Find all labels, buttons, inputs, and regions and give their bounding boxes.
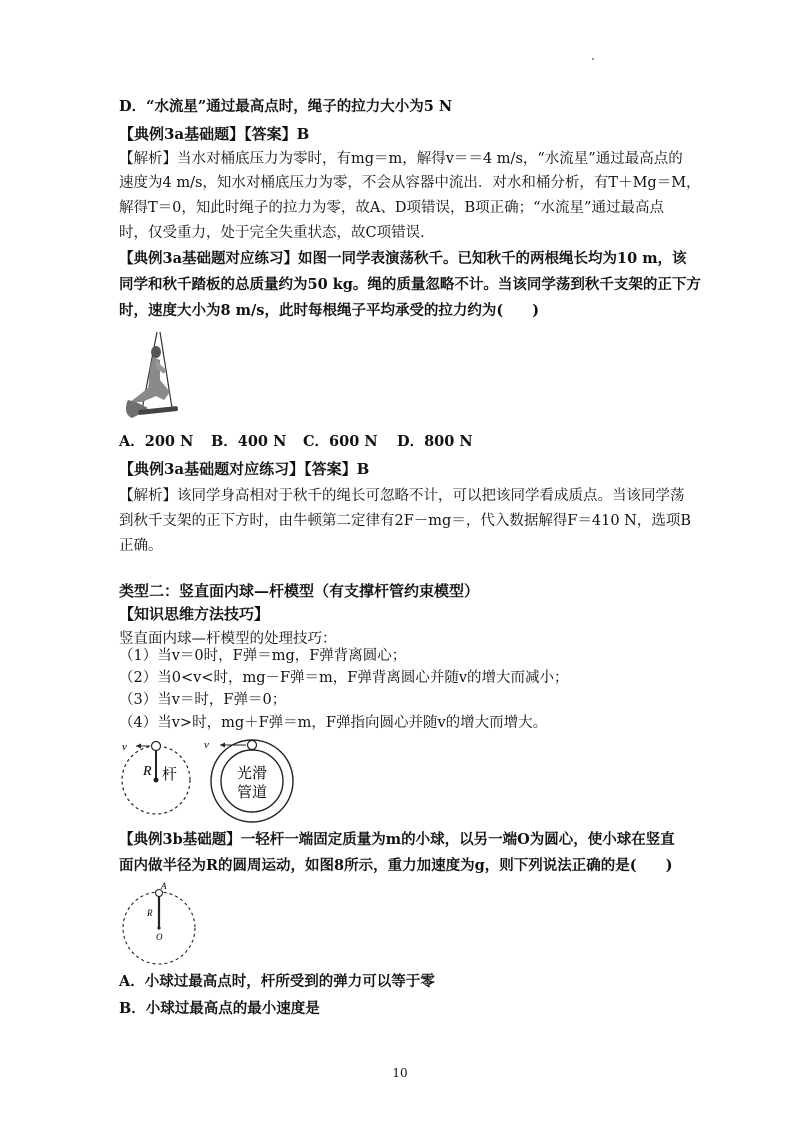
practice-analysis-line-1: 【解析】该同学身高相对于秋千的绳长可忽略不计，可以把该同学看成质点。当该同学荡: [119, 488, 685, 504]
practice-question-line-3: 时，速度大小为8 m/s，此时每根绳子平均承受的拉力约为( ): [119, 302, 540, 319]
analysis-line-4: 时，仅受重力，处于完全失重状态，故C项错误．: [119, 225, 435, 241]
point-o-label: O: [156, 932, 163, 942]
technique-item-4: （4）当v>时，mg＋F弹＝m，F弹指向圆心并随v的增大而增大。: [119, 715, 548, 731]
analysis-line-2: 速度为4 m/s，知水对桶底压力为零，不会从容器中流出．对水和桶分析，有T＋Mg＝M，: [119, 175, 701, 191]
technique-item-2: （2）当0<v<时，mg－F弹＝m，F弹背离圆心并随v的增大而减小；: [119, 670, 569, 686]
practice-question-line-2: 同学和秋千踏板的总质量约为50 kg。绳的质量忽略不计。当该同学荡到秋千支架的正下方: [119, 276, 701, 293]
rod-radius-label: R: [143, 764, 152, 779]
radius-r-label: R: [147, 908, 153, 918]
example-3b-line-1: 【典例3b基础题】一轻杆一端固定质量为m的小球，以另一端O为圆心，使小球在竖直: [119, 831, 675, 848]
technique-item-1: （1）当v＝0时，F弹＝mg，F弹背离圆心；: [119, 648, 407, 664]
option-d: D．800 N: [397, 433, 473, 450]
option-a-statement: A．小球过最高点时，杆所受到的弹力可以等于零: [119, 973, 435, 990]
rod-model-diagram: [118, 735, 198, 820]
practice-question-line-1: 【典例3a基础题对应练习】如图一同学表演荡秋千。已知秋千的两根绳长均为10 m，该: [119, 250, 687, 267]
point-a-label: A: [161, 881, 167, 891]
answer-options: [119, 432, 473, 452]
practice-analysis-line-3: 正确。: [119, 538, 163, 554]
example-3b-line-2: 面内做半径为R的圆周运动，如图8所示，重力加速度为g，则下列说法正确的是( ): [119, 857, 673, 874]
speck: [592, 58, 594, 60]
option-d-line: D．“水流星”通过最高点时，绳子的拉力大小为5 N: [119, 98, 453, 115]
analysis-line-3: 解得T＝0，知此时绳子的拉力为零，故A、D项错误，B项正确；“水流星”通过最高点: [119, 200, 664, 216]
rod-label: 杆: [162, 765, 178, 783]
practice-answer-heading: 【典例3a基础题对应练习】【答案】B: [119, 460, 370, 478]
option-b: B．400 N: [211, 433, 287, 450]
tube-velocity-label: v: [204, 739, 209, 751]
swing-illustration: [120, 330, 190, 425]
option-a: A．200 N: [119, 433, 194, 450]
technique-intro: 竖直面内球—杆模型的处理技巧：: [119, 631, 337, 647]
technique-item-3: （3）当v＝时，F弹＝0；: [119, 692, 287, 708]
rod-velocity-label: v: [122, 741, 127, 753]
page-number: 10: [392, 1066, 408, 1080]
tube-label-1: 光滑: [236, 764, 268, 782]
practice-analysis-line-2: 到秋千支架的正下方时，由牛顿第二定律有2F－mg＝，代入数据解得F＝410 N，选项B: [119, 513, 692, 529]
example-3a-answer-heading: 【典例3a基础题】【答案】B: [119, 125, 310, 143]
knowledge-method-heading: 【知识思维方法技巧】: [119, 605, 270, 623]
figure-8-diagram: [120, 880, 200, 970]
tube-label-2: 管道: [236, 783, 268, 801]
option-b-statement: B．小球过最高点的最小速度是: [119, 1000, 320, 1017]
analysis-line-1: 【解析】当水对桶底压力为零时，有mg＝m，解得v＝＝4 m/s，“水流星”通过最高点的: [119, 151, 683, 167]
tube-model-diagram: [200, 734, 300, 824]
option-c: C．600 N: [303, 433, 378, 450]
section-type-2-heading: 类型二：竖直面内球—杆模型（有支撑杆管约束模型）: [119, 582, 480, 600]
